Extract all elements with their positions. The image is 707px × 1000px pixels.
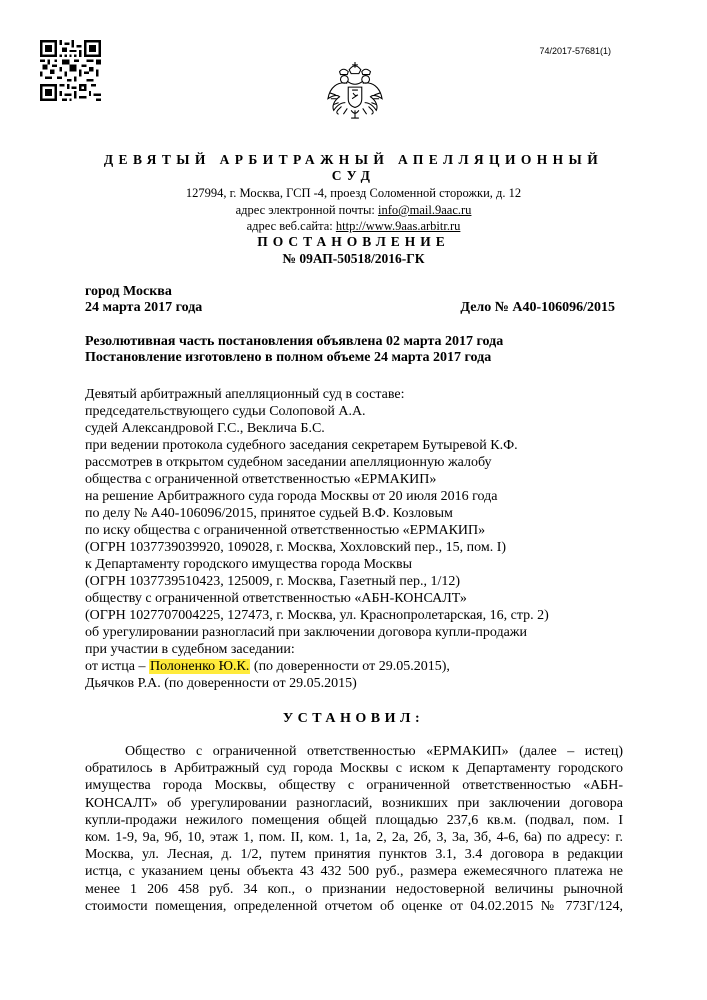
body-line: к Департаменту городского имущества города Москвы [85,557,413,572]
body-line: председательствующего судьи Солоповой А.А. [85,404,366,419]
attendance-suffix: (по доверенности от 29.05.2015), [250,659,450,674]
established-heading: УСТАНОВИЛ: [282,711,425,726]
court-email-line [0,203,707,217]
case-details [85,386,549,692]
paragraph-line: КОНСАЛТ» об урегулировании разногласий, возникших при заключении договора [85,795,623,811]
body-line: по делу № А40-106096/2015, принятое судьей В.Ф. Козловым [85,506,453,521]
decision-title: ПОСТАНОВЛЕНИЕ [257,234,450,249]
attendance-line [85,658,549,675]
website-label: адрес веб.сайта: [246,219,336,233]
body-line: Девятый арбитражный апелляционный суд в составе: [85,387,405,402]
paragraph-line: стоимости помещения, определенной отчетом об оценке от 04.02.2015 № 773Г/124, [85,898,623,914]
qr-code [40,40,101,101]
paragraph-line: Москва, ул. Лесная, д. 1/2, путем принятия пунктов 3.1, 3.4 договора в редакции [85,847,623,863]
body-line: (ОГРН 1037739510423, 125009, г. Москва, Газетный пер., 1/12) [85,574,460,589]
paragraph-line: истца, с указанием цены объекта 43 432 500 руб., размера ежемесячного платежа не [85,864,623,880]
email-label: адрес электронной почты: [235,203,379,217]
resolution-full: Постановление изготовлено в полном объеме 24 марта 2017 года [85,350,492,365]
document-id: 74/2017-57681(1) [539,46,611,56]
website-link[interactable]: http://www.9aas.arbitr.ru [335,219,461,233]
paragraph-line: ком. 1-9, 9а, 9б, 10, этаж 1, пом. II, ком. 1, 1а, 2, 2а, 2б, 3, 3а, 3б, 4-6, 6а) по адресу: г. [85,829,623,845]
city: город Москва [85,284,172,299]
court-website-line [0,219,707,233]
body-line: общества с ограниченной ответственностью «ЕРМАКИП» [85,472,437,487]
court-name-line2: СУД [331,168,376,183]
paragraph-line: купли-продажи нежилого помещения общей площадью 237,6 кв.м. (подвал, пом. I [85,812,623,828]
body-line: (ОГРН 1037739039920, 109028, г. Москва, Хохловский пер., 15, пом. I) [85,540,507,555]
court-name-line1: ДЕВЯТЫЙ АРБИТРАЖНЫЙ АПЕЛЛЯЦИОННЫЙ [103,152,604,167]
attendance-line-2: Дьячков Р.А. (по доверенности от 29.05.2015) [85,676,357,691]
body-line: при участии в судебном заседании: [85,642,295,657]
decision-date: 24 марта 2017 года [85,300,203,315]
body-line: (ОГРН 1027707004225, 127473, г. Москва, ул. Краснопролетарская, 16, стр. 2) [85,608,549,623]
paragraph-line: менее 1 206 458 руб. 34 коп., о признании недостоверной величины рыночной [85,881,623,897]
paragraph-line: Общество с ограниченной ответственностью «ЕРМАКИП» (далее – истец) [125,744,623,759]
body-line: на решение Арбитражного суда города Москвы от 20 июля 2016 года [85,489,498,504]
body-line: обществу с ограниченной ответственностью «АБН-КОНСАЛТ» [85,591,467,606]
paragraph-line: имущества города Москвы, обществу с ограниченной ответственностью «АБН- [85,778,623,794]
email-link[interactable]: info@mail.9aac.ru [378,203,472,217]
attendance-prefix: от истца – [85,659,149,674]
decision-number: № 09АП-50518/2016-ГК [282,251,425,266]
body-line: при ведении протокола судебного заседания секретарем Бутыревой К.Ф. [85,438,518,453]
highlighted-name: Полоненко Ю.К. [149,659,250,674]
court-address: 127994, г. Москва, ГСП -4, проезд Соломенной сторожки, д. 12 [185,186,522,200]
body-line: судей Александровой Г.С., Веклича Б.С. [85,421,325,436]
body-line: об урегулировании разногласий при заключении договора купли-продажи [85,625,527,640]
body-line: по иску общества с ограниченной ответственностью «ЕРМАКИП» [85,523,486,538]
coat-of-arms-emblem [326,60,384,122]
main-paragraph [85,743,623,915]
case-number: Дело № А40-106096/2015 [460,300,615,315]
body-line: рассмотрев в открытом судебном заседании апелляционную жалобу [85,455,492,470]
resolution-announced: Резолютивная часть постановления объявлена 02 марта 2017 года [85,334,504,349]
paragraph-line: обратилось в Арбитражный суд города Москвы с иском к Департаменту городского [85,761,623,777]
